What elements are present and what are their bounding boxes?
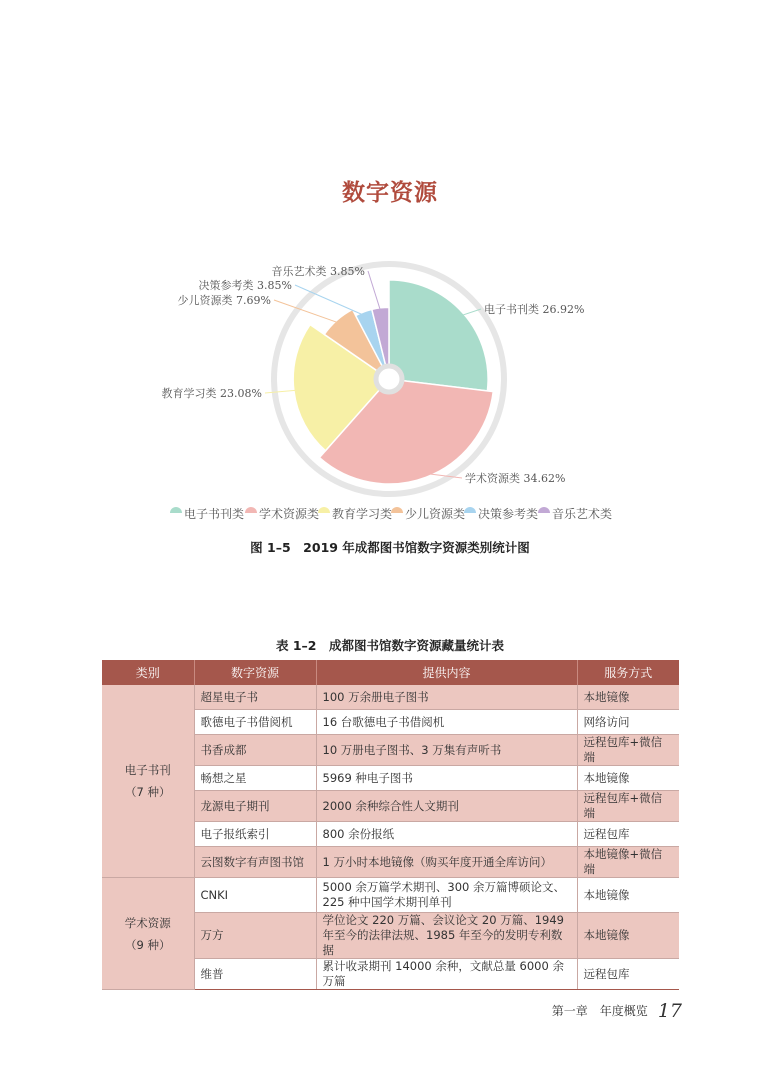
header-content: 提供内容 [316,660,577,685]
legend-swatch [245,507,257,513]
legend-item-2 [245,506,319,521]
service-cell: 远程包库 [577,822,679,847]
content-cell: 16 台歌德电子书借阅机 [316,710,577,735]
resource-cell: 龙源电子期刊 [194,791,316,822]
service-cell: 本地镜像+微信端 [577,847,679,878]
service-cell: 远程包库+微信端 [577,735,679,766]
callout-line-6 [368,271,381,312]
content-cell: 10 万册电子图书、3 万集有声听书 [316,735,577,766]
legend-item-4 [391,506,465,521]
content-cell: 800 余份报纸 [316,822,577,847]
content-cell: 5969 种电子图书 [316,766,577,791]
content-cell: 5000 余万篇学术期刊、300 余万篇博硕论文、225 种中国学术期刊单刊 [316,878,577,913]
data-label-3: 教育学习类 23.08% [161,387,262,400]
legend-item-5 [464,506,538,521]
content-cell: 1 万小时本地镜像（购买年度开通全库访问） [316,847,577,878]
resource-table [102,660,679,990]
chart-title: 数字资源 [342,180,438,206]
chart-legend [170,506,612,521]
resource-cell: CNKI [194,878,316,913]
callout-line-3 [265,390,298,393]
resource-cell: 畅想之星 [194,766,316,791]
data-label-2: 学术资源类 34.62% [465,472,566,485]
legend-item-3 [318,506,392,521]
resource-cell: 书香成都 [194,735,316,766]
table-caption: 表 1–2 成都图书馆数字资源藏量统计表 [276,638,504,653]
pie-chart [0,0,780,540]
data-label-4: 少儿资源类 7.69% [177,294,271,307]
legend-item-6 [538,506,612,521]
resource-cell: 电子报纸索引 [194,822,316,847]
legend-swatch [318,507,330,513]
table-header-row [102,660,679,685]
chapter-label: 第一章 年度概览 [551,1004,648,1018]
category-name: 电子书刊 [124,763,171,777]
resource-cell: 维普 [194,959,316,990]
legend-item-1 [170,506,244,521]
service-cell: 本地镜像 [577,766,679,791]
figure-caption: 图 1–5 2019 年成都图书馆数字资源类别统计图 [250,540,530,555]
category-cell [102,878,194,990]
header-resource: 数字资源 [194,660,316,685]
category-count: （7 种） [125,785,171,799]
page-footer [552,1000,682,1022]
legend-swatch [538,507,550,513]
legend-swatch [170,507,182,513]
legend-swatch [391,507,403,513]
category-name: 学术资源 [124,915,171,930]
table-row [102,685,679,710]
category-cell [102,685,194,878]
page-number: 17 [657,1000,682,1022]
category-count: （9 种） [125,937,171,952]
resource-cell: 歌德电子书借阅机 [194,710,316,735]
pie-center-ring [376,366,402,392]
resource-cell: 万方 [194,913,316,959]
data-label-5: 决策参考类 3.85% [198,279,292,292]
legend-label: 少儿资源类 [405,507,466,521]
service-cell: 远程包库 [577,959,679,990]
table-row [102,878,679,913]
content-cell: 2000 余种综合性人文期刊 [316,791,577,822]
header-service: 服务方式 [577,660,679,685]
resource-cell: 云图数字有声图书馆 [194,847,316,878]
content-cell: 累计收录期刊 14000 余种，文献总量 6000 余万篇 [316,959,577,990]
legend-label: 教育学习类 [332,507,393,521]
legend-label: 电子书刊类 [184,507,245,521]
data-label-6: 音乐艺术类 3.85% [271,265,365,278]
service-cell: 本地镜像 [577,878,679,913]
header-category: 类别 [102,660,194,685]
content-cell: 学位论文 220 万篇、会议论文 20 万篇、1949 年至今的法律法规、1985 年至今的发明专利数据 [316,913,577,959]
legend-label: 学术资源类 [259,507,320,521]
callout-line-4 [274,300,340,323]
legend-label: 音乐艺术类 [552,507,613,521]
legend-swatch [464,507,476,513]
resource-cell: 超星电子书 [194,685,316,710]
service-cell: 远程包库+微信端 [577,791,679,822]
data-label-1: 电子书刊类 26.92% [484,303,585,316]
service-cell: 网络访问 [577,710,679,735]
legend-label: 决策参考类 [478,507,539,521]
service-cell: 本地镜像 [577,913,679,959]
content-cell: 100 万余册电子图书 [316,685,577,710]
service-cell: 本地镜像 [577,685,679,710]
